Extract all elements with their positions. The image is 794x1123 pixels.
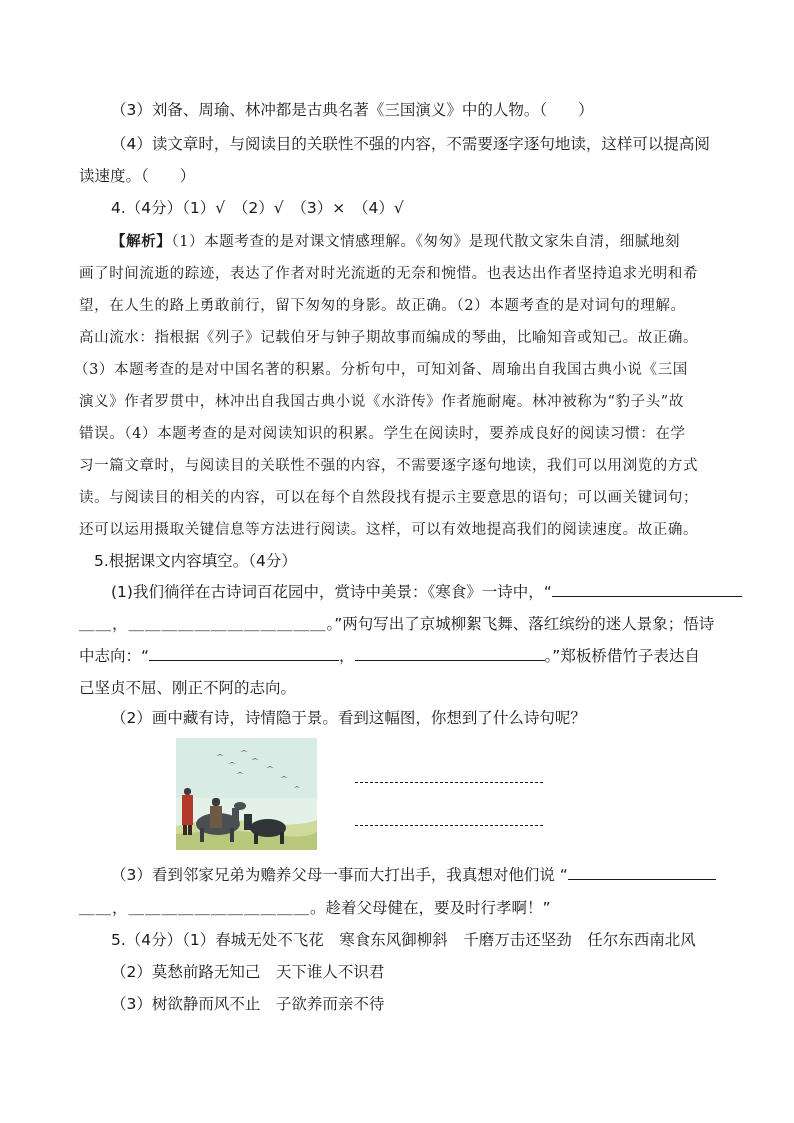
blank-answer-line[interactable]: [552, 582, 742, 597]
illustration-svg: [176, 738, 317, 850]
analysis-line-4: 高山流水：指根据《列子》记载伯牙与钟子期故事而编成的琴曲，比喻知音或知己。故正确。: [79, 330, 699, 346]
question-item-4-line-1: （4）读文章时，与阅读目的关联性不强的内容，不需要逐字逐句地读，这样可以提高阅: [111, 135, 710, 153]
q5-sub1-line-4: 己坚贞不屈、刚正不阿的志向。: [79, 679, 297, 697]
answer-5-line-2: （2）莫愁前路无知己 天下谁人不识君: [111, 963, 385, 981]
blank-answer-dashes[interactable]: ＿＿，＿＿＿＿＿＿＿＿＿＿＿＿: [79, 615, 327, 633]
analysis-line-3: 望，在人生的路上勇敢前行，留下匆匆的身影。故正确。（2）本题考查的是对词句的理解。: [79, 298, 686, 314]
q5-sub3-line-2: ＿＿，＿＿＿＿＿＿＿＿＿＿＿。趁着父母健在，要及时行孝啊！”: [79, 899, 551, 917]
analysis-line-2: 画了时间流逝的踪迹，表达了作者对时光流逝的无奈和惋惜。也表达出作者坚持追求光明和希: [79, 266, 699, 282]
blank-answer-line[interactable]: [149, 646, 339, 661]
blank-answer-dashes[interactable]: ＿＿，＿＿＿＿＿＿＿＿＿＿＿: [79, 899, 311, 917]
analysis-line-5: （3）本题考查的是对中国名著的积累。分析句中，可知刘备、周瑜出自我国古典小说《三国: [74, 362, 688, 378]
q5-sub1-line-1: (1)我们徜徉在古诗词百花园中，赏诗中美景：《寒食》一诗中，“: [111, 582, 742, 602]
analysis-line-7: 错误。（4）本题考查的是对阅读知识的积累。学生在阅读时，要养成良好的阅读习惯：在学: [79, 426, 686, 442]
analysis-label: 【解析】: [111, 233, 172, 250]
question-item-3: （3）刘备、周瑜、林冲都是古典名著《三国演义》中的人物。（ ）: [111, 101, 594, 119]
blank-answer-dashed-line[interactable]: [355, 782, 543, 783]
answer-5-line-3: （3）树欲静而风不止 子欲养而亲不待: [111, 995, 385, 1013]
blank-answer-line[interactable]: [355, 646, 545, 661]
q5-sub1-line-3: 中志向：“ ， 。”郑板桥借竹子表达自: [79, 647, 700, 665]
analysis-line-9: 读。与阅读目的相关的内容，可以在每个自然段找有提示主要意思的语句；可以画关键词句；: [79, 490, 699, 506]
analysis-line-10: 还可以运用摄取关键信息等方法进行阅读。这样，可以有效地提高我们的阅读速度。故正确。: [79, 522, 699, 538]
question-item-4-line-2: 读速度。（ ）: [79, 167, 196, 185]
blank-answer-line[interactable]: [568, 865, 716, 880]
q5-sub1-line-2: ＿＿，＿＿＿＿＿＿＿＿＿＿＿＿。”两句写出了京城柳絮飞舞、落红缤纷的迷人景象；悟诗: [79, 615, 715, 633]
analysis-line-8: 习一篇文章时，与阅读目的关联性不强的内容，不需要逐字逐句地读，我们可以用浏览的方式: [79, 458, 699, 474]
analysis-line-1: 【解析】（1）本题考查的是对课文情感理解。《匆匆》是现代散文家朱自清，细腻地刻: [111, 233, 681, 250]
q5-sub2: （2）画中藏有诗，诗情隐于景。看到这幅图，你想到了什么诗句呢？: [111, 709, 586, 727]
blank-answer-dashed-line[interactable]: [355, 825, 543, 826]
question-5-title: 5.根据课文内容填空。（4分）: [94, 552, 297, 570]
analysis-line-6: 演义》作者罗贯中，林冲出自我国古典小说《水浒传》作者施耐庵。林冲被称为“豹子头”故: [79, 394, 684, 410]
answer-5-line-1: 5.（4分）（1）春城无处不飞花 寒食东风御柳斜 千磨万击还坚劲 任尔东西南北风: [111, 931, 696, 949]
q5-sub3-line-1: （3）看到邻家兄弟为赡养父母一事而大打出手，我真想对他们说 “: [111, 865, 716, 885]
answer-4: 4.（4分）（1）√ （2）√ （3）× （4）√: [111, 199, 404, 217]
poem-illustration: [176, 738, 317, 850]
